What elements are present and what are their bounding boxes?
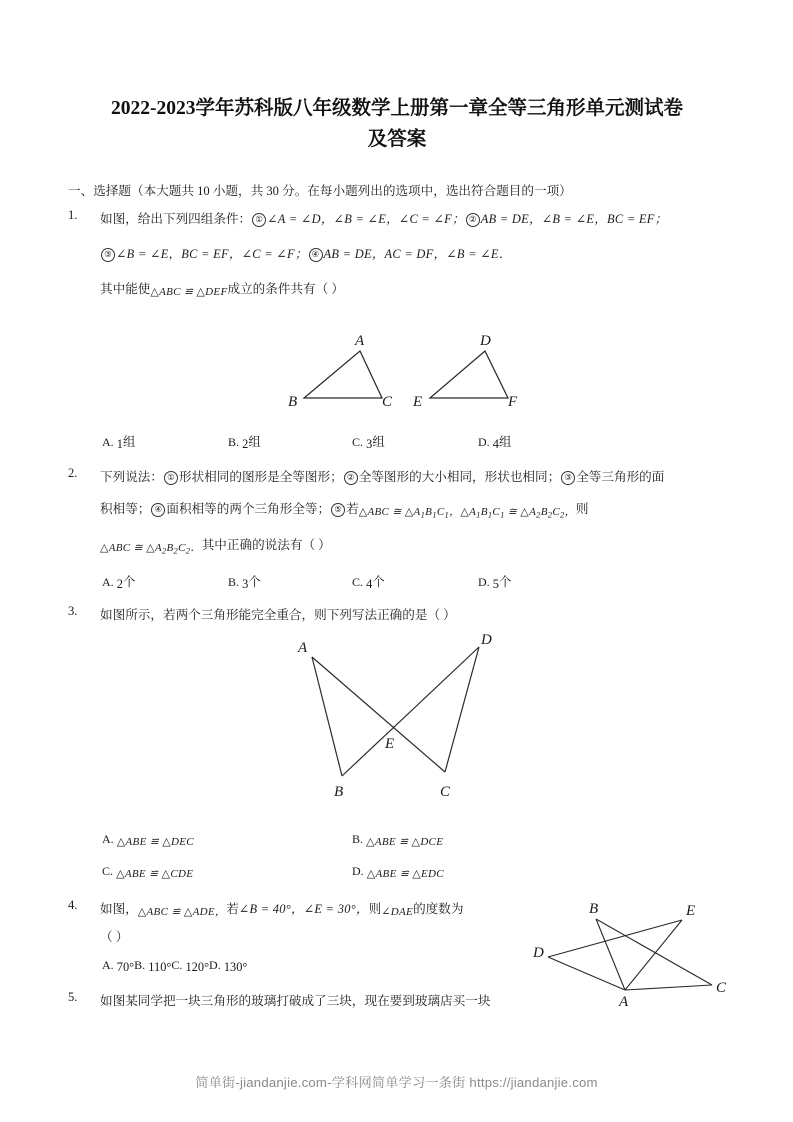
figure-label-A: A	[619, 994, 629, 1010]
q4-stem-post: 的度数为	[413, 902, 464, 916]
question-1-option-c[interactable]	[352, 432, 385, 452]
q1-option-c-label: C.	[352, 435, 364, 449]
segment-D-B	[342, 647, 479, 776]
question-3-option-d[interactable]	[352, 864, 444, 880]
q2-option-d-label: D.	[478, 575, 490, 589]
question-3-option-c[interactable]	[102, 864, 193, 880]
q3-option-a-label: A.	[102, 832, 114, 846]
q1-condition-2: AB = DE，∠B = ∠E，BC = EF；	[480, 212, 668, 226]
q2-option-c-label: C.	[352, 575, 364, 589]
figure-label-D: D	[533, 945, 544, 961]
figure-label-D: D	[480, 333, 491, 349]
question-2-option-a[interactable]	[102, 572, 135, 592]
q1-option-b-label: B.	[228, 435, 240, 449]
question-1-number: 1.	[68, 208, 78, 222]
q2-item-3: 全等三角形的面	[576, 470, 665, 484]
q4-stem-math-1: △ABC ≌ △ADE，	[137, 905, 227, 918]
figure-label-B: B	[334, 784, 344, 800]
question-1-stem-line-1	[100, 208, 667, 227]
q2-item-5-post: 则	[575, 502, 589, 516]
question-2-number: 2.	[68, 466, 78, 480]
q4-stem-mid-1: 若	[226, 902, 239, 916]
triangle-def-shape	[430, 351, 508, 398]
q3-option-d-value: △ABE ≌ △EDC	[366, 867, 444, 880]
segment-A-E	[625, 920, 682, 990]
q2-option-c-unit: 个	[372, 575, 385, 589]
q1-condition-3: ∠B = ∠E，BC = EF，∠C = ∠F；	[116, 247, 308, 261]
q4-option-b-value[interactable]: 110°	[148, 960, 172, 975]
q2-option-c-value: 4	[366, 577, 373, 592]
q2-option-b-unit: 个	[248, 575, 261, 589]
q3-option-b-label: B.	[352, 832, 364, 846]
question-4-options-row	[102, 958, 247, 975]
question-3-option-b[interactable]	[352, 832, 443, 848]
question-1-stem-line-3	[100, 278, 344, 298]
figure-label-B: B	[288, 394, 298, 410]
figure-label-C: C	[382, 394, 393, 410]
q2-option-d-unit: 个	[498, 575, 512, 589]
segment-B-C	[596, 919, 712, 985]
page-title	[66, 93, 728, 155]
q1-marker-4: ④	[309, 248, 323, 262]
question-4-number: 4.	[68, 898, 78, 912]
q1-condition-4: AB = DE，AC = DF，∠B = ∠E．	[323, 247, 512, 261]
segment-A-C	[312, 657, 445, 772]
figure-overlapping-triangles-abc-ade	[530, 893, 740, 1011]
question-5-number: 5.	[68, 990, 78, 1004]
question-5-stem: 如图某同学把一块三角形的玻璃打破成了三块，现在要到玻璃店买一块	[100, 994, 491, 1008]
question-1-option-d[interactable]	[478, 432, 511, 452]
question-1-stem-line-2	[100, 244, 511, 262]
q1-marker-1: ①	[252, 213, 266, 227]
question-2-stem-line-2	[100, 498, 589, 519]
question-3-stem: 如图所示，若两个三角形能完全重合，则下列写法正确的是（ ）	[100, 608, 456, 622]
q4-stem-math-2: ∠B = 40°，∠E = 30°，	[238, 902, 369, 916]
figure-label-C: C	[440, 784, 451, 800]
q2-line3-text: 其中正确的说法有（ ）	[201, 538, 331, 552]
q2-item-5-math-1: △ABC ≅ $\triangle A_1B_1C_1$，	[358, 505, 461, 520]
question-2-option-b[interactable]	[228, 572, 261, 592]
q2-option-a-value: 2	[116, 577, 123, 592]
triangle-abc-shape	[304, 351, 382, 398]
question-2-option-d[interactable]	[478, 572, 511, 592]
q3-option-b-value: △ABE ≌ △DCE	[366, 835, 444, 848]
q4-stem-math-3: ∠DAE	[381, 905, 414, 918]
figure-label-E: E	[385, 736, 395, 752]
q4-stem-pre: 如图，	[100, 902, 138, 916]
q1-closing-pre: 其中能使	[100, 282, 151, 296]
q1-option-d-label: D.	[478, 435, 490, 449]
q1-option-a-value: 1	[116, 437, 123, 452]
q2-line2-a: 积相等；	[100, 502, 151, 516]
q4-option-d-value[interactable]: 130°	[223, 960, 248, 975]
q2-option-a-unit: 个	[122, 575, 136, 589]
segment-D-E	[548, 920, 682, 957]
figure-label-B: B	[589, 901, 599, 917]
q2-item-4: 面积相等的两个三角形全等；	[166, 502, 331, 516]
figure-two-triangles-abc-def	[282, 328, 544, 416]
q1-condition-1: ∠A = ∠D，∠B = ∠E，∠C = ∠F；	[267, 212, 465, 226]
q3-option-c-label: C.	[102, 864, 114, 878]
q3-option-d-label: D.	[352, 864, 364, 878]
question-4-stem-line-1	[100, 898, 463, 919]
figure-label-E: E	[413, 394, 423, 410]
question-1-option-a[interactable]	[102, 432, 135, 452]
segment-D-C	[445, 647, 479, 772]
q1-option-a-unit: 组	[122, 435, 136, 449]
q2-option-a-label: A.	[102, 575, 114, 589]
figure-label-E: E	[686, 903, 696, 919]
q1-stem-prefix: 如图，给出下列四组条件：	[100, 212, 252, 226]
figure-label-C: C	[716, 980, 727, 996]
q4-stem-mid-2: 则	[368, 902, 382, 916]
q1-marker-3: ③	[101, 248, 115, 262]
q2-item-5-pre: 若	[346, 502, 359, 516]
q1-option-c-value: 3	[366, 437, 373, 452]
question-2-stem-line-1	[100, 466, 664, 485]
q2-option-d-value: 5	[492, 577, 499, 592]
q4-option-a-value[interactable]: 70°	[116, 960, 135, 975]
segment-A-B	[312, 657, 342, 776]
q2-option-b-value: 3	[242, 577, 249, 592]
question-4-stem-line-2: （ ）	[100, 930, 129, 944]
q2-line3-math: △ABC ≅ $\triangle A_2B_2C_2$．	[100, 541, 202, 556]
q4-option-d-label[interactable]: D.	[209, 958, 221, 972]
q2-item-2: 全等图形的大小相同，形状也相同；	[358, 470, 561, 484]
figure-label-A: A	[298, 640, 308, 656]
figure-label-A: A	[355, 333, 365, 349]
segment-A-C	[625, 985, 712, 990]
q2-marker-2: ②	[344, 471, 358, 485]
section-heading-text: 一、选择题（本大题共 10 小题，共 30 分。在每小题列出的选项中，选出符合题目的一项）	[68, 184, 572, 198]
question-3-number: 3.	[68, 604, 78, 618]
q1-option-d-value: 4	[492, 437, 499, 452]
question-3-option-a[interactable]	[102, 832, 194, 848]
q2-item-1: 形状相同的图形是全等图形；	[178, 470, 343, 484]
question-2-option-c[interactable]	[352, 572, 385, 592]
q1-closing-math: △ABC ≌ △DEF	[150, 285, 228, 298]
footer-watermark: 简单街-jiandanjie.com-学科网简单学习一条街 https://jiandanjie.com	[195, 1075, 598, 1090]
question-1-option-b[interactable]	[228, 432, 261, 452]
figure-label-F: F	[508, 394, 518, 410]
figure-bowtie-abcde	[290, 630, 512, 802]
question-2-stem-line-3	[100, 534, 331, 555]
q3-option-a-value: △ABE ≌ △DEC	[116, 835, 194, 848]
q2-marker-4: ④	[151, 503, 165, 517]
q4-option-b-label[interactable]: B.	[134, 958, 146, 972]
title-line-2: 及答案	[367, 129, 427, 150]
q2-stem-prefix: 下列说法：	[100, 470, 163, 484]
q2-marker-5: ⑤	[331, 503, 345, 517]
q2-option-b-label: B.	[228, 575, 240, 589]
q1-marker-2: ②	[466, 213, 480, 227]
q3-option-c-value: △ABE ≌ △CDE	[116, 867, 194, 880]
q2-marker-3: ③	[561, 471, 575, 485]
q1-option-d-unit: 组	[498, 435, 512, 449]
q4-option-c-value[interactable]: 120°	[185, 960, 210, 975]
section-heading	[68, 180, 572, 199]
q2-marker-1: ①	[164, 471, 178, 485]
q4-option-c-label[interactable]: C.	[171, 958, 183, 972]
title-line-1: 2022-2023学年苏科版八年级数学上册第一章全等三角形单元测试卷	[111, 98, 683, 119]
q1-option-c-unit: 组	[372, 435, 385, 449]
figure-label-D: D	[481, 632, 492, 648]
q1-option-b-value: 2	[242, 437, 249, 452]
q4-option-a-label[interactable]: A.	[102, 958, 114, 972]
q1-option-a-label: A.	[102, 435, 114, 449]
q2-item-5-math-2: $\triangle A_1B_1C_1$ ≅ $\triangle A_2B_2C_2$，	[460, 505, 576, 520]
q1-option-b-unit: 组	[248, 435, 261, 449]
q1-closing-post: 成立的条件共有（ ）	[227, 282, 344, 296]
